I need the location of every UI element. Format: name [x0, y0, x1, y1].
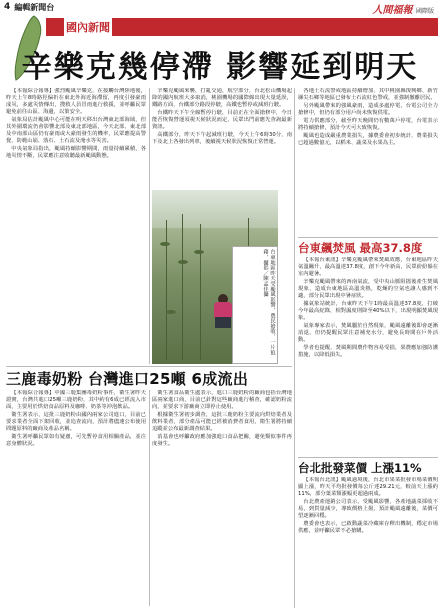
article-4-body: [298, 477, 438, 607]
paragraph: 各地土石流警戒地區持續增加，其中桃園縣復興鄉、新竹縣尖石鄉等地區已發布土石流紅色警戒，並強制撤離居民。: [298, 88, 438, 101]
paragraph: 高鐵部分，昨天下午起減班行駛，今天上午6時30分，南下及北上各發出列車，後續視天候狀況恢復正常營運。: [152, 132, 292, 145]
paragraph: 電力供應部分，截至昨天晚間仍有數萬戶停電，台電表示將持續搶修，預計今天可大致恢復。: [298, 118, 438, 131]
paragraph: 農委會也表示，已啟動蔬菜冷藏庫存釋出機制，穩定市場供應，並呼籲民眾不必搶購。: [298, 521, 438, 534]
photo-sky: [152, 190, 278, 228]
masthead-title: 人間福報: [372, 5, 413, 16]
paragraph: 另外颱風帶來的強風豪雨，造成多處停電，台電公司全力搶修中，但仍有部分用戶尚未恢復供電。: [298, 103, 438, 116]
plant-stalk: [200, 224, 201, 360]
paragraph: 氣象專家表示，焚風屬於自然現象，颱風遠離後即會逐漸消退，但仍提醒民眾注意補充水分，避免長時間在戶外活動。: [298, 323, 438, 343]
edition-label: 編輯新聞台: [14, 2, 55, 12]
paragraph: 衛生署呼籲民眾如有疑慮，可先暫停食用相關產品，並注意身體狀況。: [6, 434, 146, 447]
main-article-col2: [152, 88, 292, 188]
column-divider: [149, 88, 150, 364]
paragraph: 【本報綜合報導】強烈颱風辛樂克，在接觸台灣陸地後，昨天上午8時路徑偏折在東北外海近海滯留，再度引發豪雨成災，多處災情傳出，搜救人員冒雨進行救援，並呼籲民眾避免前往山區、海邊，以策安全。: [6, 88, 146, 115]
plant-leaf: [194, 250, 204, 254]
paragraph: 衛生署食品衛生處表示，進口三鹿奶粉的廠商包括台灣地區兩家進口商，目前已針對這些廠商進行稽查，確認奶粉流向，並要求下游廠商立即停止使用。: [152, 390, 292, 410]
paragraph: 台鐵昨天下午全線暫停行駛，目前正在全面搶修中，今日能否恢復營運須視天候狀況而定，民眾出門前應先查詢最新資訊。: [152, 110, 292, 130]
masthead-small: 國際版: [415, 8, 434, 15]
article-2-body: [298, 257, 438, 455]
column-divider: [294, 88, 295, 608]
paragraph: 台北農產運銷公司表示，受颱風影響，各產地蔬菜採收不易，到貨量減少，導致價格上揚，預計颱風遠離後，菜價可望逐漸回穩。: [298, 499, 438, 519]
plant-stalk: [182, 214, 183, 360]
section-divider: [298, 457, 438, 458]
paragraph: 中央氣象局指出，颱風持續影響期間，雨量持續累積，各地災情不斷，民眾應注意收聽最新颱風動態。: [6, 146, 146, 159]
paragraph: 【本報台北訊】颱風過境後，台北市果菜批發市場菜價明顯上漲，昨天平均批發價每公斤達29.21元，較前天上漲約11%，部分葉菜類漲幅更超過兩成。: [298, 477, 438, 497]
paragraph: 根據衛生署初步調查，這批三鹿奶粉主要流向烘焙業者及飲料業者，部分產品可能已經被消費者食用，衛生署將持續追蹤並公布最新調查結果。: [152, 412, 292, 432]
plant-leaf: [160, 242, 170, 246]
farmer-shirt: [214, 302, 232, 318]
section-label: 國內新聞: [64, 16, 112, 38]
main-headline: 辛樂克幾停滯 影響延到明天: [21, 50, 419, 85]
paragraph: 辛樂克颱風來襲，打亂交通，航空部分，台北松山機場起降的國內航班大多取消，桃園機場的國際線出現大量延誤，鐵路方面，台鐵部分路段停駛，高鐵也暫停或減班行駛。: [152, 88, 292, 108]
column-divider: [149, 390, 150, 606]
paragraph: 辛樂克颱風帶來的西南氣流，受中央山脈阻擋後產生焚風現象，造成台東地區高溫炎熱，乾燥的空氣也讓人感到不適，部分民眾出現中暑症狀。: [298, 279, 438, 299]
plant-leaf: [178, 260, 188, 264]
article-2-title: 台東飆焚風 最高37.8度: [298, 241, 423, 255]
article-3-col2: [152, 390, 292, 606]
paragraph: 衛生署表示，這批三鹿奶粉由國內兩家公司進口，目前已要求業者全面下架回收，並追查流向，預計將儘速公布使用問題原料的廠商及產品名稱。: [6, 412, 146, 432]
right-top-column: [298, 88, 438, 236]
paragraph: 氣象局估計颱風中心可能在明天移出台灣東北部海域，但其外圍環流仍會影響北部及東北部地區，今天北部、東北部及中南部山區仍有豪雨或大豪雨發生的機率，民眾應提高警覺，防範山崩、落石、土石流及淹水等災害。: [6, 117, 146, 144]
section-divider: [6, 366, 292, 367]
section-divider: [298, 237, 438, 238]
farmer-pants: [215, 317, 231, 328]
article-3-col1: [6, 390, 146, 606]
paragraph: 學者也提醒，焚風期間農作物容易受損，果農應加強防護措施，以降低損失。: [298, 345, 438, 358]
paragraph: 颱風也造成嚴重農業損失，據農委會初步統計，農業損失已超過數億元，以稻米、蔬菜及水果為主。: [298, 133, 438, 146]
plant-leaf: [166, 310, 176, 314]
article-4-title: 台北批發菜價 上漲11%: [298, 461, 422, 475]
masthead: [373, 1, 435, 16]
paragraph: 消基會也呼籲政府應加強進口食品把關，避免類似事件再度發生。: [152, 434, 292, 447]
photo-caption: 台東地區昨天受颱風影響，農民搶收，一片狼藉，攝影／陳孟佳攝: [232, 246, 278, 364]
article-3-title: 三鹿毒奶粉 台灣進口25噸 6成流出: [6, 370, 249, 388]
paragraph: 【本報綜合報導】中國三鹿集團毒奶粉事件，衛生署昨天證實，台灣共進口25噸三鹿奶粉，其中約有6成已經流入市面，主要用於烘焙食品原料及咖啡、奶茶等沖泡飲品。: [6, 390, 146, 410]
paragraph: 據氣象站統計，台東昨天下午1時最高溫達37.8度，打破今年最高紀錄，相對濕度則降至40%以下，出現明顯焚風現象。: [298, 301, 438, 321]
paragraph: 【本報台東訊】辛樂克颱風帶來焚風效應，台東地區昨天氣溫飆升，最高溫達37.8度，創下今年新高，民眾紛紛躲在室內避暑。: [298, 257, 438, 277]
page-number: 4: [4, 2, 11, 12]
plant-stalk: [166, 220, 167, 360]
main-article-col1: [6, 88, 146, 364]
